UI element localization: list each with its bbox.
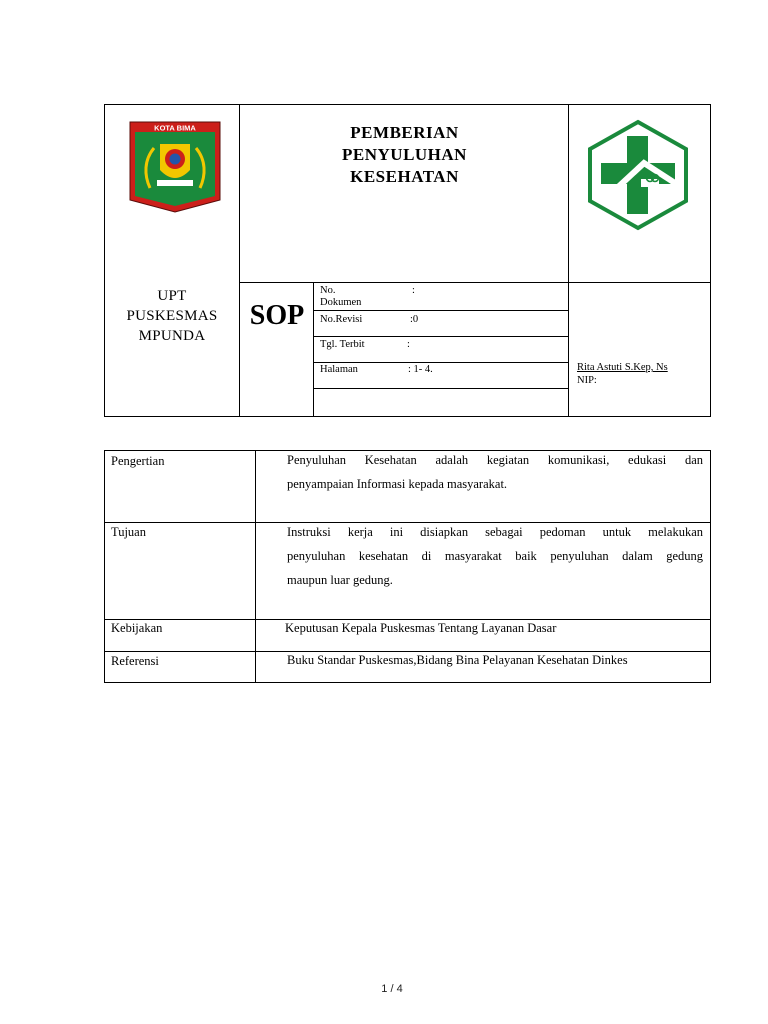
title-line: KESEHATAN xyxy=(350,167,459,186)
row-text-tujuan xyxy=(287,520,703,592)
terbit-value: : xyxy=(407,339,410,350)
text-line: Keputusan Kepala Puskesmas Tentang Layanan Dasar xyxy=(285,621,557,635)
signatory-name: Rita Astuti S.Kep, Ns xyxy=(577,362,668,373)
text-line: Instruksi kerja ini disiapkan sebagai pedoman untuk melakukan xyxy=(287,525,703,539)
page-indicator: 1 / 4 xyxy=(381,983,403,995)
title-line: PEMBERIAN xyxy=(350,123,459,142)
sop-label: SOP xyxy=(249,300,305,331)
no-dokumen-value: : xyxy=(412,285,415,296)
unit-name xyxy=(104,286,240,346)
row-text-kebijakan xyxy=(285,616,701,640)
emblem-banner-text: KOTA BIMA xyxy=(154,123,196,133)
halaman-label: Halaman xyxy=(320,364,358,375)
revisi-value: :0 xyxy=(410,314,419,325)
unit-name-line: PUSKESMAS xyxy=(126,308,218,324)
text-line: Penyuluhan Kesehatan adalah kegiatan komunikasi, edukasi dan xyxy=(287,453,703,467)
row-label-referensi: Referensi xyxy=(111,654,159,668)
halaman-value: : 1- 4. xyxy=(408,364,433,375)
row-text-referensi xyxy=(287,648,703,672)
text-line: maupun luar gedung. xyxy=(287,573,393,587)
signatory-nip: NIP: xyxy=(577,375,597,386)
text-line: Buku Standar Puskesmas,Bidang Bina Pelayanan Kesehatan Dinkes xyxy=(287,653,628,667)
row-text-pengertian xyxy=(287,448,703,496)
unit-name-line: MPUNDA xyxy=(138,328,206,344)
revisi-label: No.Revisi xyxy=(320,314,363,325)
unit-name-line: UPT xyxy=(157,288,187,304)
text-line: penyuluhan kesehatan di masyarakat baik penyuluhan dalam gedung xyxy=(287,549,703,563)
row-label-pengertian: Pengertian xyxy=(111,454,165,468)
terbit-label: Tgl. Terbit xyxy=(320,339,365,350)
row-label-kebijakan: Kebijakan xyxy=(111,621,163,635)
puskesmas-cross-house-emblem xyxy=(586,119,690,231)
text-line: penyampaian Informasi kepada masyarakat. xyxy=(287,477,508,491)
document-title xyxy=(240,122,569,188)
kota-bima-emblem xyxy=(128,120,222,214)
row-label-tujuan: Tujuan xyxy=(111,525,146,539)
title-line: PENYULUHAN xyxy=(342,145,467,164)
no-dokumen-label: No. Dokumen xyxy=(320,285,362,308)
